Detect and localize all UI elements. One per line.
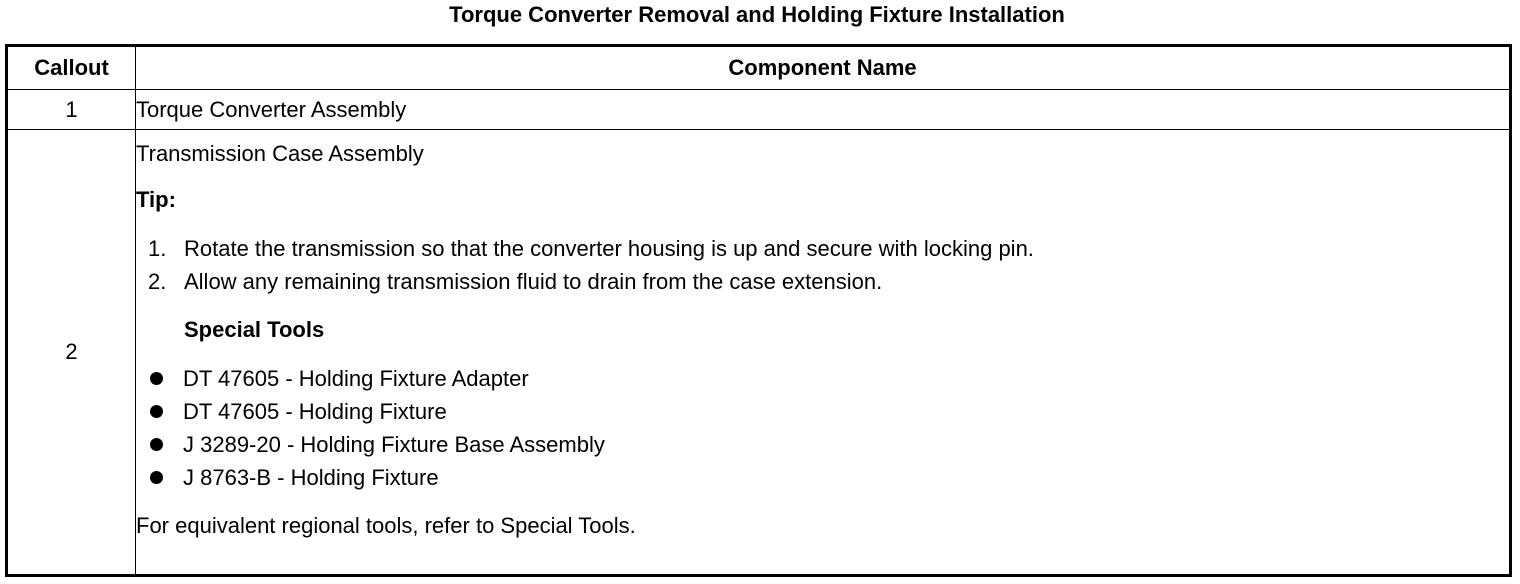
component-name-cell: Torque Converter Assembly <box>136 90 1511 130</box>
header-callout: Callout <box>7 46 136 90</box>
header-component-name: Component Name <box>136 46 1511 90</box>
bullet-icon <box>150 372 163 385</box>
step-text: Rotate the transmission so that the converter housing is up and secure with locking pin. <box>184 236 1034 261</box>
list-item <box>136 428 1509 461</box>
table-row <box>7 90 1511 130</box>
page-title: Torque Converter Removal and Holding Fixture Installation <box>449 2 1065 27</box>
tool-text: J 8763-B - Holding Fixture <box>183 465 439 490</box>
table-row <box>7 130 1511 576</box>
component-table <box>5 44 1512 577</box>
bullet-icon <box>150 438 163 451</box>
special-tools-label: Special Tools <box>184 317 325 342</box>
bullet-icon <box>150 471 163 484</box>
steps-list <box>136 232 1509 298</box>
tool-text: DT 47605 - Holding Fixture Adapter <box>183 366 529 391</box>
list-item <box>136 232 1509 265</box>
list-item <box>136 395 1509 428</box>
list-item <box>136 461 1509 494</box>
tool-text: J 3289-20 - Holding Fixture Base Assembly <box>183 432 605 457</box>
callout-cell: 2 <box>7 130 136 576</box>
callout-cell: 1 <box>7 90 136 130</box>
step-number: 1. <box>148 236 167 261</box>
bullet-icon <box>150 405 163 418</box>
list-item <box>136 362 1509 395</box>
component-name: Transmission Case Assembly <box>136 141 424 166</box>
footer-note: For equivalent regional tools, refer to Special Tools. <box>136 513 636 538</box>
tip-label: Tip: <box>136 187 176 212</box>
step-text: Allow any remaining transmission fluid to drain from the case extension. <box>184 269 883 294</box>
tool-text: DT 47605 - Holding Fixture <box>183 399 447 424</box>
list-item <box>136 265 1509 298</box>
component-name-cell <box>136 130 1511 576</box>
step-number: 2. <box>148 269 167 294</box>
table-header-row <box>7 46 1511 90</box>
tools-list <box>136 362 1509 494</box>
